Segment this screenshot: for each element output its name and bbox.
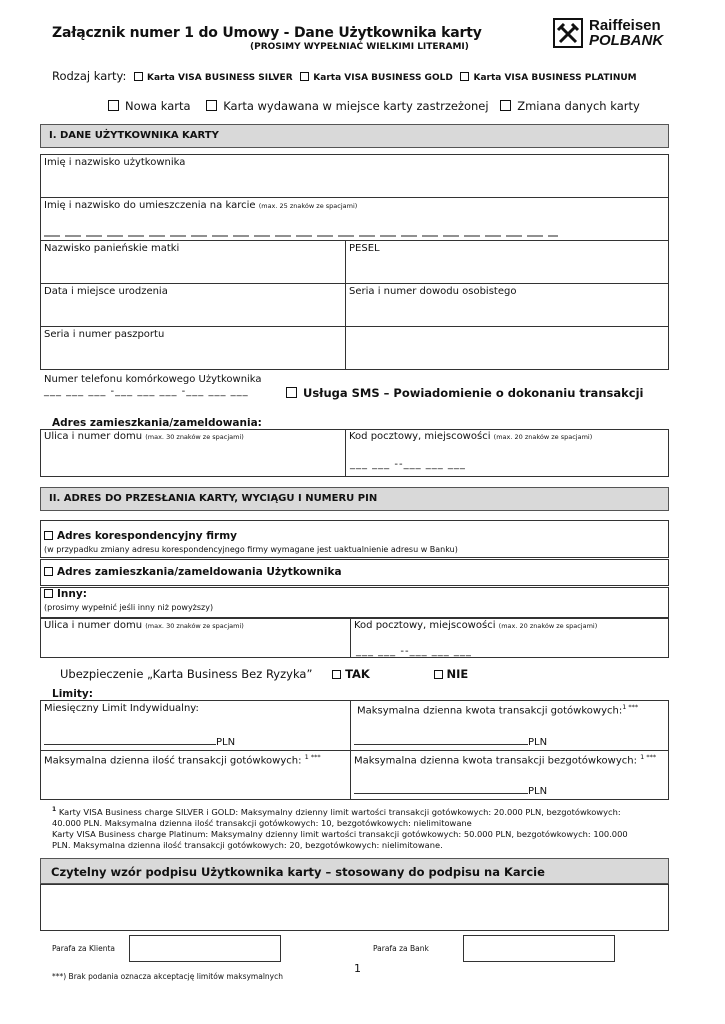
s2-postal-field[interactable]: ___ ___ --___ ___ ___ xyxy=(356,646,472,657)
client-initials-field[interactable] xyxy=(129,935,281,962)
new-card-label: Nowa karta xyxy=(125,99,191,113)
pesel-label: PESEL xyxy=(349,243,380,254)
signature-field[interactable] xyxy=(40,884,669,931)
card-name-text: Imię i nazwisko do umieszczenia na karcie xyxy=(44,200,256,211)
footnote xyxy=(52,804,667,851)
postal-text: Kod pocztowy, miejscowości xyxy=(349,431,491,442)
sms-checkbox[interactable] xyxy=(286,387,297,398)
change-data-label: Zmiana danych karty xyxy=(517,99,640,113)
street-label xyxy=(44,431,244,442)
card-platinum-label: Karta VISA BUSINESS PLATINUM xyxy=(473,73,637,83)
insurance-yes-checkbox[interactable] xyxy=(332,670,341,679)
home-address-label: Adres zamieszkania/zameldowania Użytkownika xyxy=(57,566,342,578)
s2-street-note: (max. 30 znaków ze spacjami) xyxy=(145,622,244,630)
footnote-line2: 40.000 PLN. Maksymalna dzienna ilość transakcji gotówkowych: 10, bezgotówkowych: nielimitowane xyxy=(52,817,472,828)
footnote-line4: PLN. Maksymalna dzienna ilość transakcji gotówkowych: 20, bezgotówkowych: nielimitowane. xyxy=(52,839,443,850)
limits-heading: Limity: xyxy=(52,688,93,700)
corr-address-label: Adres korespondencyjny firmy xyxy=(57,530,238,542)
s2-street-label xyxy=(44,620,244,631)
home-address-checkbox[interactable] xyxy=(44,567,53,576)
corr-address-option xyxy=(44,530,237,542)
street-text: Ulica i numer domu xyxy=(44,431,143,442)
new-card-checkbox[interactable] xyxy=(108,100,119,111)
postal-field[interactable]: ___ ___ --___ ___ ___ xyxy=(350,459,466,470)
sms-label: Usługa SMS – Powiadomienie o dokonaniu transakcji xyxy=(303,386,644,400)
insurance-yes-label: TAK xyxy=(345,667,370,681)
max-cash-amount-field[interactable] xyxy=(354,737,547,748)
footnote-line1-text: Karty VISA Business charge SILVER i GOLD: Maksymalny dzienny limit wartości transakcji gotówkowych: 20.000 PLN, bezgotówkowych: xyxy=(58,806,621,817)
max-cash-count-sup: 1 *** xyxy=(304,753,321,761)
s2-postal-label xyxy=(354,620,597,631)
max-cash-amount-currency: PLN xyxy=(528,737,548,748)
postal-note: (max. 20 znaków ze spacjami) xyxy=(493,433,593,441)
max-noncash-amount-label xyxy=(354,753,656,766)
mother-maiden-label: Nazwisko panieńskie matki xyxy=(44,243,180,254)
sms-option xyxy=(286,386,643,400)
replacement-card-label: Karta wydawana w miejsce karty zastrzeżonej xyxy=(223,99,489,113)
max-cash-amount-sup: 1 *** xyxy=(622,703,639,711)
section1-header: I. DANE UŻYTKOWNIKA KARTY xyxy=(40,124,669,148)
insurance-no-checkbox[interactable] xyxy=(434,670,443,679)
form-title: Załącznik numer 1 do Umowy - Dane Użytkownika karty xyxy=(52,25,482,41)
card-gold-label: Karta VISA BUSINESS GOLD xyxy=(313,73,453,83)
street-note: (max. 30 znaków ze spacjami) xyxy=(145,433,244,441)
phone-label: Numer telefonu komórkowego Użytkownika xyxy=(44,374,262,385)
card-name-field[interactable] xyxy=(44,216,558,238)
other-address-label: Inny: xyxy=(57,588,87,600)
monthly-limit-label: Miesięczny Limit Indywidualny: xyxy=(44,703,199,714)
card-type-label: Rodzaj karty: xyxy=(52,69,127,83)
s2-postal-note: (max. 20 znaków ze spacjami) xyxy=(498,622,598,630)
max-noncash-amount-field[interactable] xyxy=(354,786,547,797)
postal-label xyxy=(349,431,592,442)
change-data-checkbox[interactable] xyxy=(500,100,511,111)
max-cash-count-field[interactable] xyxy=(44,765,344,797)
max-cash-amount-text: Maksymalna dzienna kwota transakcji gotówkowych: xyxy=(357,705,623,717)
s2-postal-text: Kod pocztowy, miejscowości xyxy=(354,620,496,631)
footnote-line1 xyxy=(52,804,667,818)
other-address-checkbox[interactable] xyxy=(44,589,53,598)
bank-initials-field[interactable] xyxy=(463,935,615,962)
passport-label: Seria i numer paszportu xyxy=(44,329,165,340)
max-noncash-amount-currency: PLN xyxy=(528,786,548,797)
id-card-label: Seria i numer dowodu osobistego xyxy=(349,286,517,297)
replacement-card-checkbox[interactable] xyxy=(206,100,217,111)
card-name-note: (max. 25 znaków ze spacjami) xyxy=(258,202,358,210)
bottom-note: ***) Brak podania oznacza akceptację limitów maksymalnych xyxy=(52,972,283,981)
card-platinum-checkbox[interactable] xyxy=(460,72,469,81)
logo-line2: POLBANK xyxy=(589,32,664,49)
card-name-label xyxy=(44,200,357,211)
max-noncash-amount-text: Maksymalna dzienna kwota transakcji bezgotówkowych: xyxy=(354,755,637,767)
insurance-row xyxy=(60,667,468,681)
form-subtitle: (PROSIMY WYPEŁNIAĆ WIELKIMI LITERAMI) xyxy=(250,42,469,52)
corr-address-checkbox[interactable] xyxy=(44,531,53,540)
logo-line1: Raiffeisen xyxy=(589,17,661,34)
client-initials-label: Parafa za Klienta xyxy=(52,944,115,953)
s2-street-text: Ulica i numer domu xyxy=(44,620,143,631)
address-heading: Adres zamieszkania/zameldowania: xyxy=(52,417,262,429)
other-address-option xyxy=(44,588,87,600)
corr-address-note: (w przypadku zmiany adresu korespondencyjnego firmy wymagane jest uaktualnienie adresu w Banku) xyxy=(44,545,458,554)
user-name-field[interactable] xyxy=(44,160,664,196)
card-type-row xyxy=(52,69,637,83)
home-address-option xyxy=(44,566,342,578)
card-kind-row xyxy=(108,99,640,113)
card-gold-checkbox[interactable] xyxy=(300,72,309,81)
monthly-limit-currency: PLN xyxy=(216,737,236,748)
insurance-no-label: NIE xyxy=(446,667,469,681)
phone-field[interactable]: ___ ___ ___ -___ ___ ___ -___ ___ ___ xyxy=(44,386,249,397)
card-silver-checkbox[interactable] xyxy=(134,72,143,81)
footnote-line3: Karty VISA Business charge Platinum: Maksymalny dzienny limit wartości transakcji gotówkowych: 50.000 PLN, bezgotówkowych: 100.000 xyxy=(52,828,628,839)
raiffeisen-logo-icon xyxy=(553,18,583,48)
max-cash-count-text: Maksymalna dzienna ilość transakcji gotówkowych: xyxy=(44,755,302,767)
card-silver-label: Karta VISA BUSINESS SILVER xyxy=(147,73,293,83)
max-cash-amount-label xyxy=(357,703,638,716)
bank-logo xyxy=(553,18,673,52)
footnote-marker: 1 xyxy=(52,806,57,813)
insurance-label: Ubezpieczenie „Karta Business Bez Ryzyka” xyxy=(60,667,313,681)
monthly-limit-field[interactable] xyxy=(44,737,235,748)
section2-header: II. ADRES DO PRZESŁANIA KARTY, WYCIĄGU I NUMERU PIN xyxy=(40,487,669,511)
signature-header: Czytelny wzór podpisu Użytkownika karty – stosowany do podpisu na Karcie xyxy=(40,858,669,884)
user-name-label: Imię i nazwisko użytkownika xyxy=(44,157,186,168)
other-address-note: (prosimy wypełnić jeśli inny niż powyższy) xyxy=(44,603,214,612)
birth-label: Data i miejsce urodzenia xyxy=(44,286,168,297)
bank-initials-label: Parafa za Bank xyxy=(373,944,429,953)
max-noncash-amount-sup: 1 *** xyxy=(640,753,657,761)
page-number: 1 xyxy=(354,962,361,975)
